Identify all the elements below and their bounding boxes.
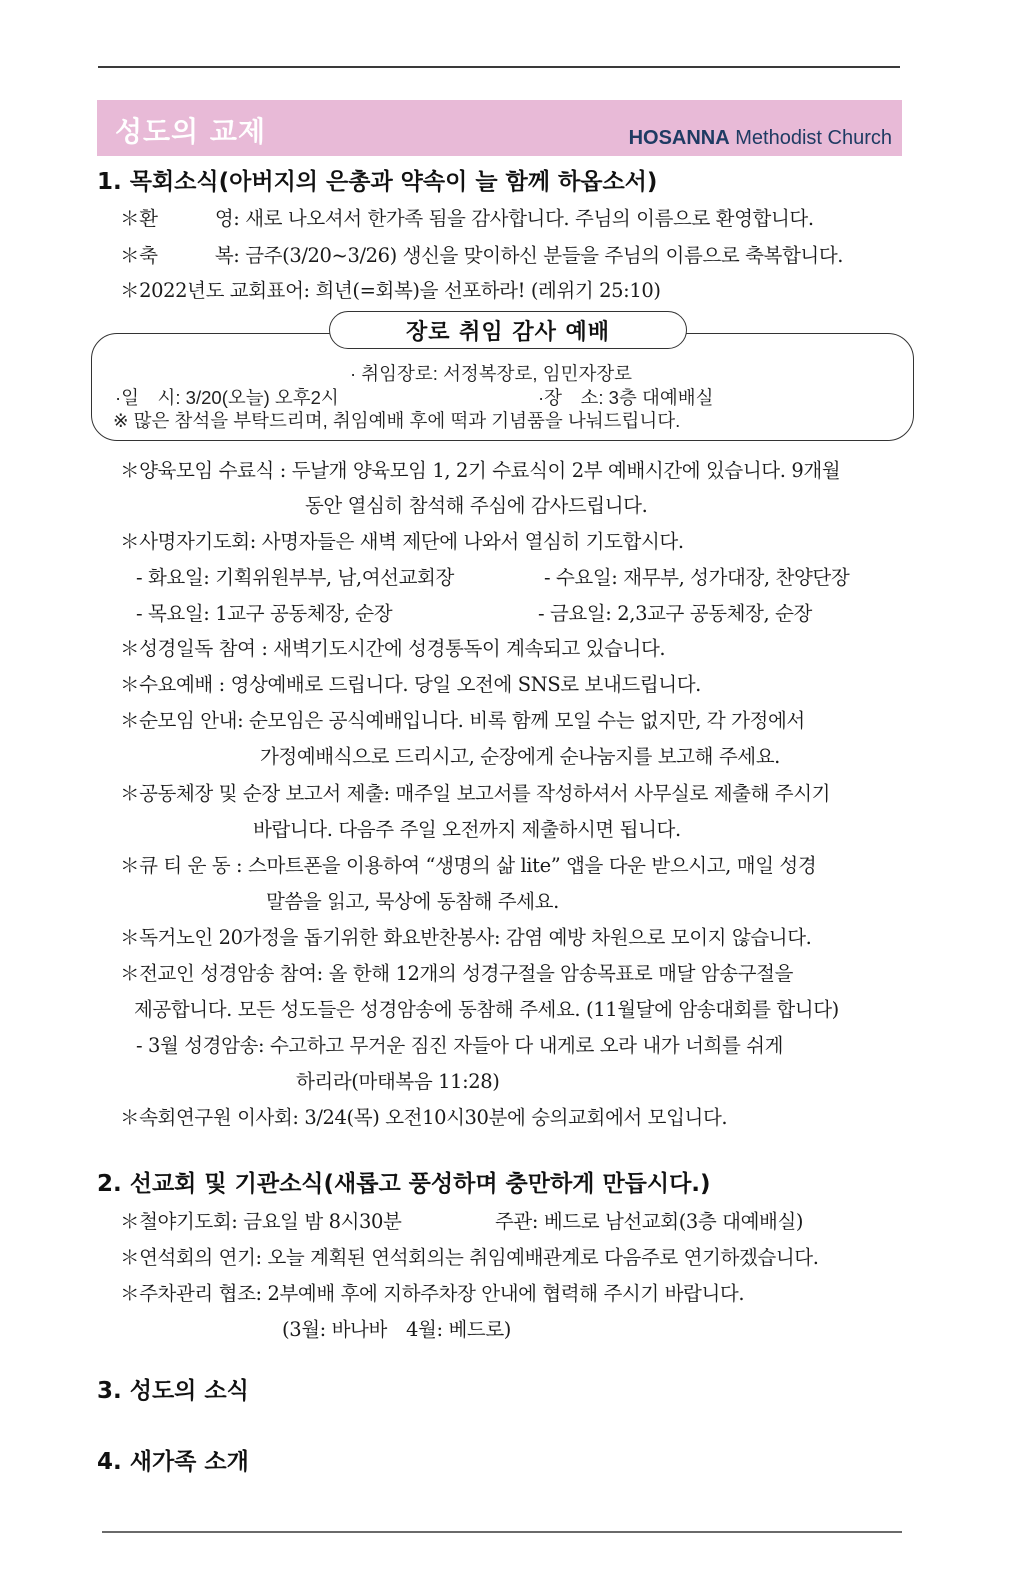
motto-line: ＊2022년도 교회표어: 희년(=회복)을 선포하라! (레위기 25:10) xyxy=(120,279,661,302)
volunteer-line: ＊독거노인 20가정을 돕기위한 화요반찬봉사: 감염 예방 차원으로 모이지 않습니다. xyxy=(120,926,812,949)
prayer-tuesday: - 화요일: 기획위원부부, 남,여선교회장 xyxy=(136,566,454,589)
memorization-line: ＊전교인 성경암송 참여: 올 한해 12개의 성경구절을 암송목표로 매달 암송구절을 xyxy=(120,962,794,985)
welcome-line: ＊환 영: 새로 나오셔서 한가족 됨을 감사합니다. 주님의 이름으로 환영합니다. xyxy=(120,207,814,230)
qt-line-cont: 말씀을 읽고, 묵상에 동참해 주세요. xyxy=(266,890,559,913)
cell-meeting-line-cont: 가정예배식으로 드리시고, 순장에게 순나눔지를 보고해 주세요. xyxy=(260,745,780,768)
training-line-cont: 동안 열심히 참석해 주심에 감사드립니다. xyxy=(305,494,648,517)
event-place: ·장 소: 3층 대예배실 xyxy=(538,387,714,408)
event-elders: · 취임장로: 서정복장로, 임민자장로 xyxy=(350,363,633,384)
church-name-bold: HOSANNA xyxy=(628,127,730,149)
header-band xyxy=(97,100,902,156)
bottom-divider xyxy=(102,1531,902,1533)
event-datetime: ·일 시: 3/20(오늘) 오후2시 xyxy=(115,387,339,408)
overnight-prayer-host: 주관: 베드로 남선교회(3층 대예배실) xyxy=(495,1210,804,1233)
church-name xyxy=(629,127,892,150)
section-4-heading: 4. 새가족 소개 xyxy=(97,1449,249,1475)
prayer-line: ＊사명자기도회: 사명자들은 새벽 제단에 나와서 열심히 기도합시다. xyxy=(120,530,684,553)
section-3-heading: 3. 성도의 소식 xyxy=(97,1378,249,1404)
parking-schedule: (3월: 바나바 4월: 베드로) xyxy=(282,1318,511,1341)
event-note: ※ 많은 참석을 부탁드리며, 취임예배 후에 떡과 기념품을 나눠드립니다. xyxy=(113,410,681,431)
bible-reading-line: ＊성경일독 참여 : 새벽기도시간에 성경통독이 계속되고 있습니다. xyxy=(120,637,666,660)
training-line: ＊양육모임 수료식 : 두날개 양육모임 1, 2기 수료식이 2부 예배시간에 있습니다. 9개월 xyxy=(120,459,841,482)
section-1-heading: 1. 목회소식(아버지의 은총과 약속이 늘 함께 하옵소서) xyxy=(97,169,658,195)
prayer-friday: - 금요일: 2,3교구 공동체장, 순장 xyxy=(538,602,812,625)
qt-line: ＊큐 티 운 동 : 스마트폰을 이용하여 “생명의 삶 lite” 앱을 다운 받으시고, 매일 성경 xyxy=(120,854,817,877)
memorization-line-cont: 제공합니다. 모든 성도들은 성경암송에 동참해 주세요. (11월달에 암송대회를 합니다) xyxy=(134,998,839,1021)
joint-meeting-line: ＊연석회의 연기: 오늘 계획된 연석회의는 취임예배관계로 다음주로 연기하겠습니다. xyxy=(120,1246,819,1269)
report-line: ＊공동체장 및 순장 보고서 제출: 매주일 보고서를 작성하셔서 사무실로 제출해 주시기 xyxy=(120,782,831,805)
board-meeting-line: ＊속회연구원 이사회: 3/24(목) 오전10시30분에 숭의교회에서 모입니다. xyxy=(120,1106,728,1129)
march-verse-line: - 3월 성경암송: 수고하고 무거운 짐진 자들아 다 내게로 오라 내가 너희를 쉬게 xyxy=(136,1034,784,1057)
cell-meeting-line: ＊순모임 안내: 순모임은 공식예배입니다. 비록 함께 모일 수는 없지만, 각 가정에서 xyxy=(120,709,805,732)
blessing-line: ＊축 복: 금주(3/20~3/26) 생신을 맞이하신 분들을 주님의 이름으로 축복합니다. xyxy=(120,244,844,267)
church-name-rest: Methodist Church xyxy=(729,127,892,149)
page-title: 성도의 교제 xyxy=(115,115,266,148)
event-title: 장로 취임 감사 예배 xyxy=(329,311,687,349)
wednesday-service-line: ＊수요예배 : 영상예배로 드립니다. 당일 오전에 SNS로 보내드립니다. xyxy=(120,673,701,696)
march-verse-line-cont: 하리라(마태복음 11:28) xyxy=(296,1070,500,1093)
prayer-thursday: - 목요일: 1교구 공동체장, 순장 xyxy=(136,602,393,625)
prayer-wednesday: - 수요일: 재무부, 성가대장, 찬양단장 xyxy=(544,566,850,589)
top-divider xyxy=(98,66,900,68)
report-line-cont: 바랍니다. 다음주 주일 오전까지 제출하시면 됩니다. xyxy=(253,818,681,841)
section-2-heading: 2. 선교회 및 기관소식(새롭고 풍성하며 충만하게 만듭시다.) xyxy=(97,1171,711,1197)
overnight-prayer-line: ＊철야기도회: 금요일 밤 8시30분 xyxy=(120,1210,402,1233)
parking-line: ＊주차관리 협조: 2부예배 후에 지하주차장 안내에 협력해 주시기 바랍니다. xyxy=(120,1282,745,1305)
